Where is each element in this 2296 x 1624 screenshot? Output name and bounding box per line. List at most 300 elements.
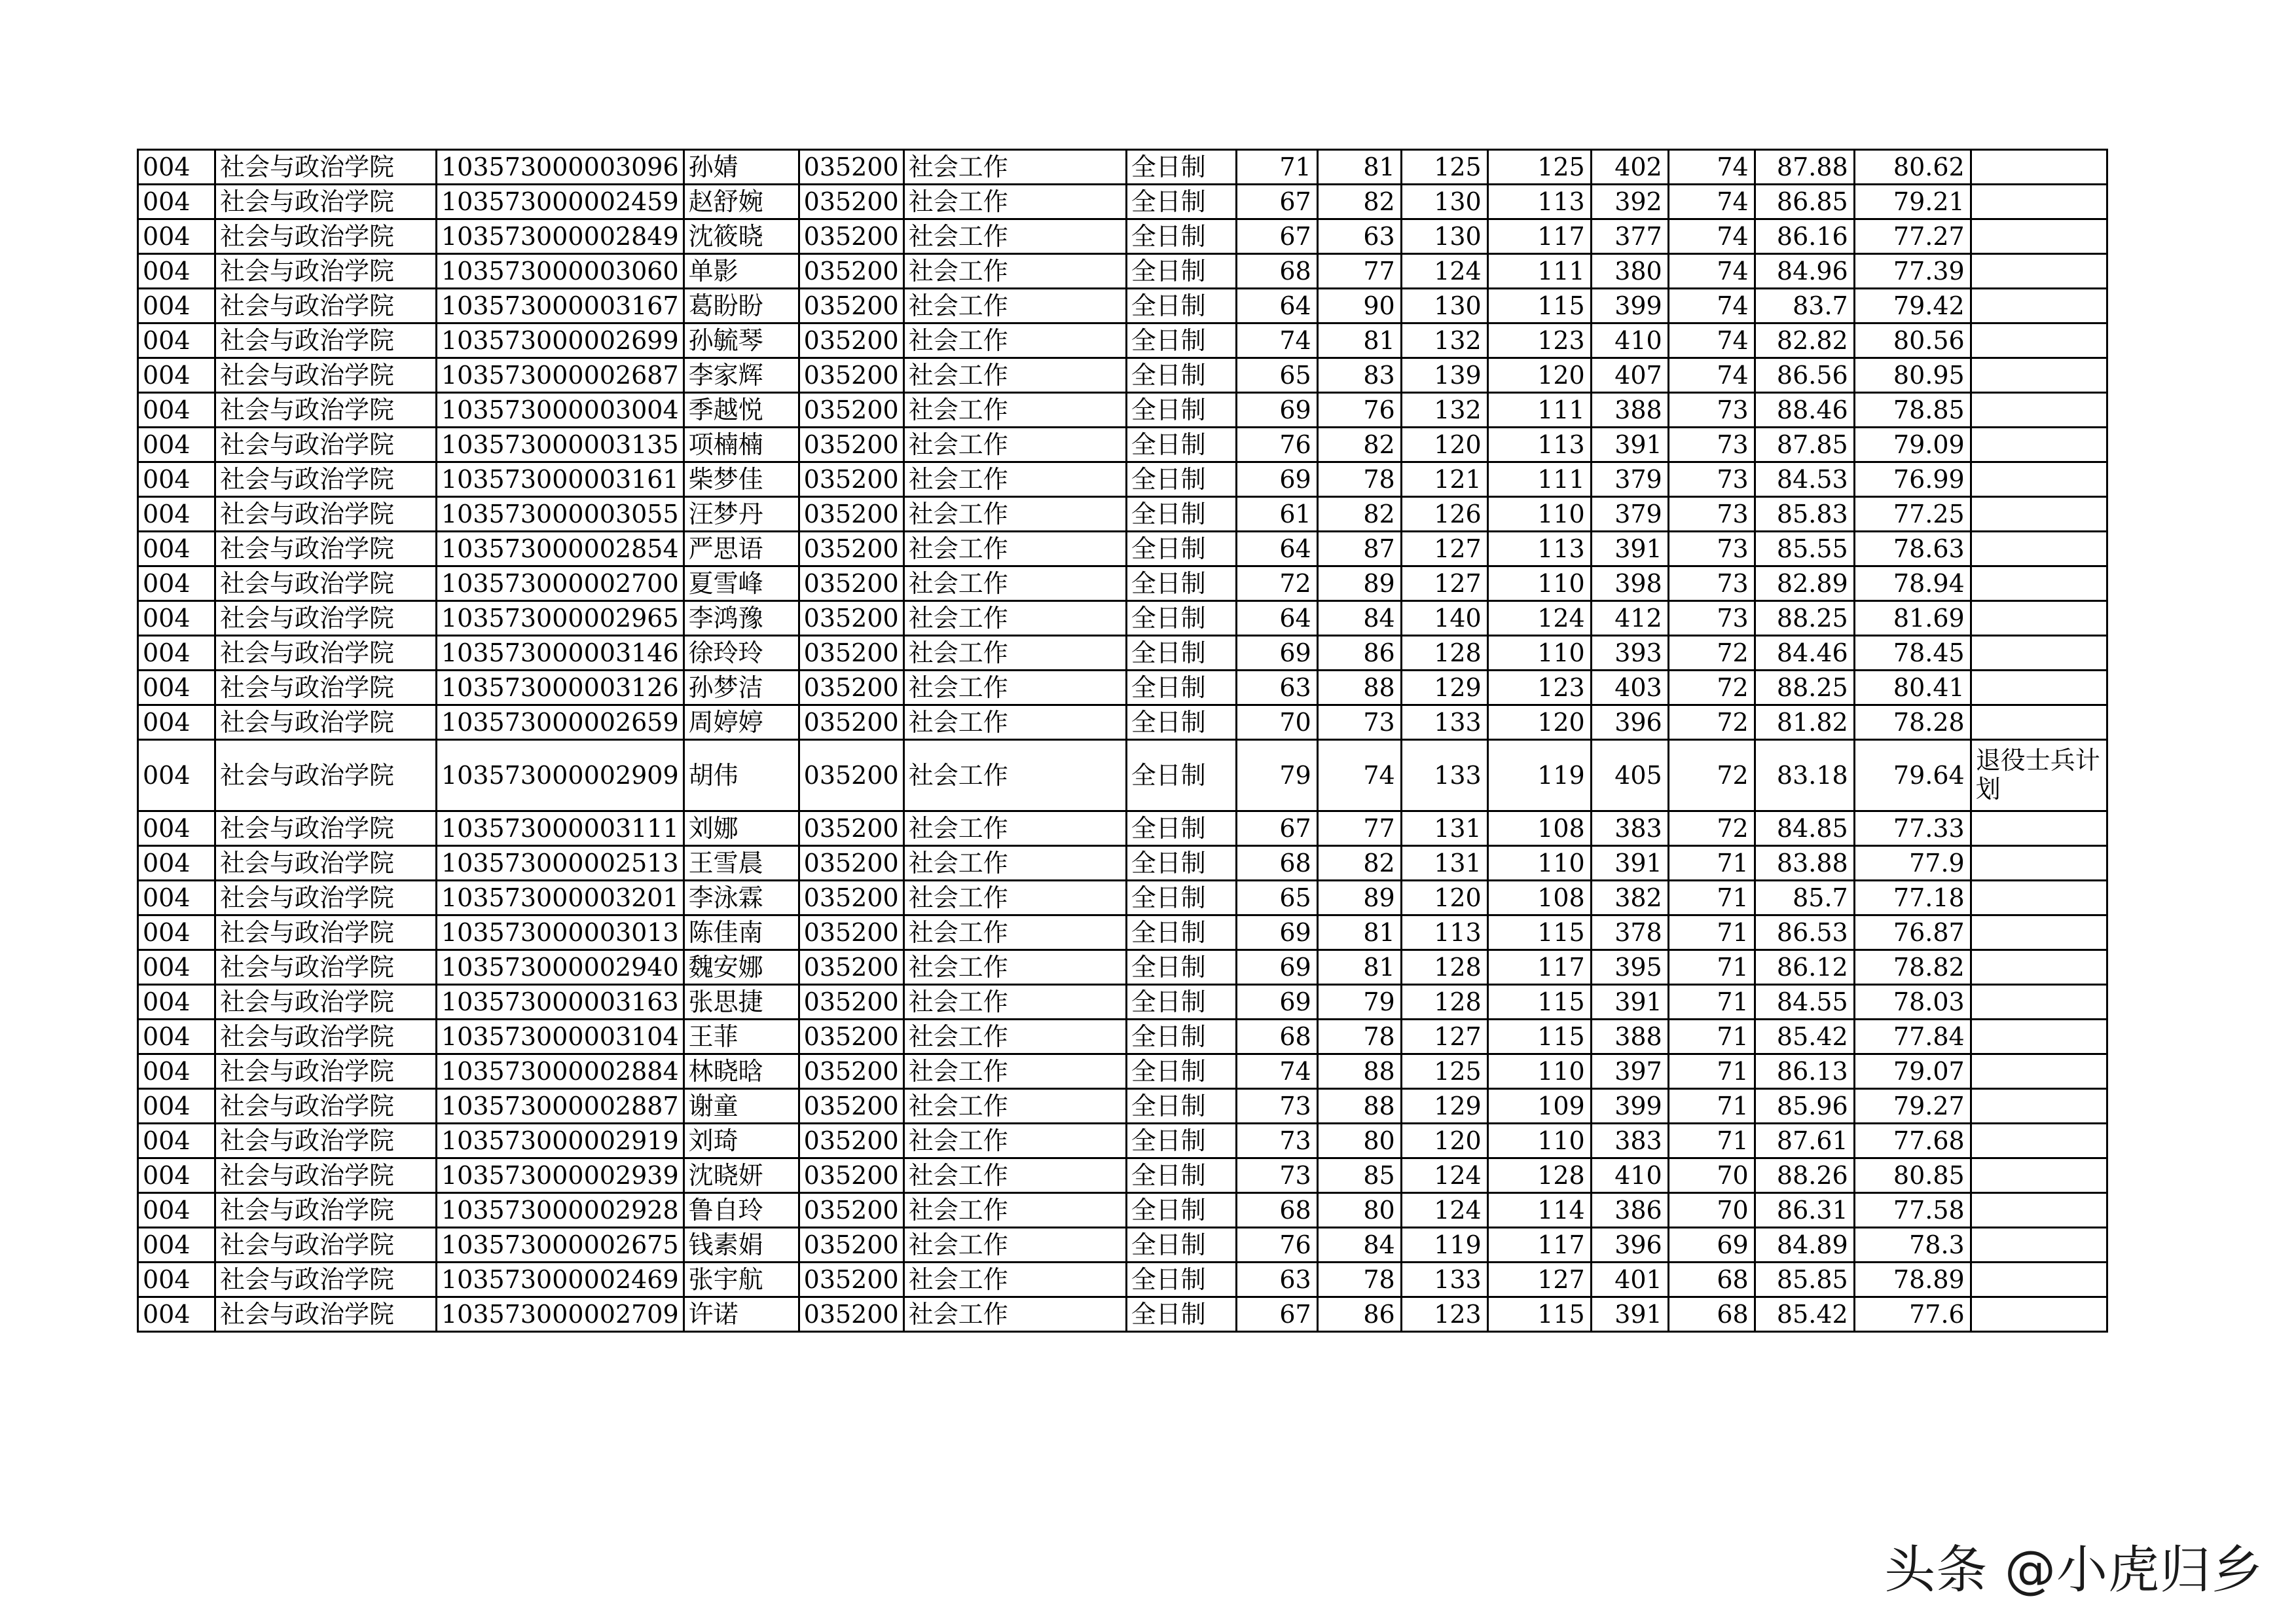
major-name-cell: 社会工作 [903, 705, 1126, 740]
total-score-cell: 399 [1591, 289, 1668, 323]
politics-score-cell: 64 [1236, 532, 1317, 566]
table-row [138, 462, 2107, 497]
final-score-cell: 76.99 [1854, 462, 1971, 497]
remark-cell [1971, 705, 2107, 740]
retest-percent-cell: 83.18 [1755, 740, 1854, 811]
study-mode-cell: 全日制 [1126, 846, 1236, 881]
english-score-cell: 81 [1317, 915, 1401, 950]
college-code-cell: 004 [138, 846, 215, 881]
remark-cell [1971, 1228, 2107, 1263]
retest-score-cell: 71 [1668, 950, 1755, 985]
retest-percent-cell: 84.53 [1755, 462, 1854, 497]
candidate-name-cell: 徐玲玲 [683, 636, 799, 671]
final-score-cell: 77.68 [1854, 1124, 1971, 1158]
subject2-score-cell: 110 [1487, 636, 1591, 671]
subject1-score-cell: 113 [1401, 915, 1487, 950]
final-score-cell: 79.21 [1854, 185, 1971, 219]
college-name-cell: 社会与政治学院 [215, 1297, 437, 1332]
remark-cell [1971, 150, 2107, 185]
candidate-id-cell: 103573000002849 [437, 219, 684, 254]
subject1-score-cell: 121 [1401, 462, 1487, 497]
major-code-cell: 035200 [799, 219, 903, 254]
major-code-cell: 035200 [799, 254, 903, 289]
english-score-cell: 80 [1317, 1124, 1401, 1158]
table-row [138, 150, 2107, 185]
college-code-cell: 004 [138, 566, 215, 601]
total-score-cell: 402 [1591, 150, 1668, 185]
college-code-cell: 004 [138, 811, 215, 846]
candidate-name-cell: 项楠楠 [683, 428, 799, 462]
major-code-cell: 035200 [799, 185, 903, 219]
subject1-score-cell: 128 [1401, 636, 1487, 671]
subject2-score-cell: 108 [1487, 881, 1591, 915]
politics-score-cell: 76 [1236, 1228, 1317, 1263]
college-name-cell: 社会与政治学院 [215, 323, 437, 358]
study-mode-cell: 全日制 [1126, 185, 1236, 219]
politics-score-cell: 64 [1236, 601, 1317, 636]
remark-cell [1971, 846, 2107, 881]
final-score-cell: 77.9 [1854, 846, 1971, 881]
final-score-cell: 78.3 [1854, 1228, 1971, 1263]
subject1-score-cell: 131 [1401, 846, 1487, 881]
subject2-score-cell: 113 [1487, 185, 1591, 219]
table-row [138, 219, 2107, 254]
total-score-cell: 383 [1591, 1124, 1668, 1158]
subject1-score-cell: 125 [1401, 1054, 1487, 1089]
subject1-score-cell: 133 [1401, 740, 1487, 811]
study-mode-cell: 全日制 [1126, 915, 1236, 950]
major-name-cell: 社会工作 [903, 1124, 1126, 1158]
retest-percent-cell: 87.61 [1755, 1124, 1854, 1158]
english-score-cell: 73 [1317, 705, 1401, 740]
study-mode-cell: 全日制 [1126, 601, 1236, 636]
politics-score-cell: 63 [1236, 1263, 1317, 1297]
final-score-cell: 81.69 [1854, 601, 1971, 636]
retest-score-cell: 74 [1668, 150, 1755, 185]
college-code-cell: 004 [138, 915, 215, 950]
table-body [138, 150, 2107, 1332]
major-name-cell: 社会工作 [903, 289, 1126, 323]
english-score-cell: 82 [1317, 497, 1401, 532]
remark-cell [1971, 881, 2107, 915]
retest-percent-cell: 88.46 [1755, 393, 1854, 428]
college-name-cell: 社会与政治学院 [215, 985, 437, 1020]
total-score-cell: 391 [1591, 428, 1668, 462]
college-code-cell: 004 [138, 1297, 215, 1332]
english-score-cell: 85 [1317, 1158, 1401, 1193]
candidate-name-cell: 魏安娜 [683, 950, 799, 985]
politics-score-cell: 69 [1236, 985, 1317, 1020]
english-score-cell: 63 [1317, 219, 1401, 254]
subject2-score-cell: 113 [1487, 532, 1591, 566]
retest-percent-cell: 86.53 [1755, 915, 1854, 950]
college-code-cell: 004 [138, 462, 215, 497]
study-mode-cell: 全日制 [1126, 636, 1236, 671]
retest-percent-cell: 84.55 [1755, 985, 1854, 1020]
candidate-name-cell: 严思语 [683, 532, 799, 566]
candidate-name-cell: 林晓晗 [683, 1054, 799, 1089]
remark-cell [1971, 671, 2107, 705]
total-score-cell: 379 [1591, 462, 1668, 497]
subject2-score-cell: 108 [1487, 811, 1591, 846]
college-name-cell: 社会与政治学院 [215, 289, 437, 323]
college-code-cell: 004 [138, 1089, 215, 1124]
subject1-score-cell: 128 [1401, 985, 1487, 1020]
total-score-cell: 399 [1591, 1089, 1668, 1124]
study-mode-cell: 全日制 [1126, 150, 1236, 185]
retest-percent-cell: 88.25 [1755, 671, 1854, 705]
retest-percent-cell: 85.42 [1755, 1297, 1854, 1332]
candidate-name-cell: 季越悦 [683, 393, 799, 428]
final-score-cell: 77.25 [1854, 497, 1971, 532]
retest-score-cell: 72 [1668, 636, 1755, 671]
subject1-score-cell: 123 [1401, 1297, 1487, 1332]
english-score-cell: 77 [1317, 254, 1401, 289]
candidate-name-cell: 沈晓妍 [683, 1158, 799, 1193]
total-score-cell: 407 [1591, 358, 1668, 393]
politics-score-cell: 71 [1236, 150, 1317, 185]
subject1-score-cell: 130 [1401, 289, 1487, 323]
politics-score-cell: 68 [1236, 254, 1317, 289]
study-mode-cell: 全日制 [1126, 1263, 1236, 1297]
english-score-cell: 83 [1317, 358, 1401, 393]
retest-score-cell: 74 [1668, 185, 1755, 219]
candidate-id-cell: 103573000002675 [437, 1228, 684, 1263]
politics-score-cell: 63 [1236, 671, 1317, 705]
major-code-cell: 035200 [799, 1228, 903, 1263]
remark-cell [1971, 323, 2107, 358]
retest-score-cell: 70 [1668, 1193, 1755, 1228]
politics-score-cell: 70 [1236, 705, 1317, 740]
candidate-name-cell: 鲁自玲 [683, 1193, 799, 1228]
candidate-id-cell: 103573000002469 [437, 1263, 684, 1297]
table-row [138, 636, 2107, 671]
candidate-id-cell: 103573000002965 [437, 601, 684, 636]
total-score-cell: 391 [1591, 532, 1668, 566]
college-code-cell: 004 [138, 532, 215, 566]
subject2-score-cell: 111 [1487, 393, 1591, 428]
subject2-score-cell: 110 [1487, 497, 1591, 532]
final-score-cell: 80.56 [1854, 323, 1971, 358]
politics-score-cell: 74 [1236, 323, 1317, 358]
candidate-name-cell: 赵舒婉 [683, 185, 799, 219]
table-row [138, 289, 2107, 323]
final-score-cell: 77.18 [1854, 881, 1971, 915]
table-row [138, 671, 2107, 705]
study-mode-cell: 全日制 [1126, 1228, 1236, 1263]
study-mode-cell: 全日制 [1126, 497, 1236, 532]
remark-cell [1971, 1054, 2107, 1089]
table-row [138, 601, 2107, 636]
final-score-cell: 77.6 [1854, 1297, 1971, 1332]
college-code-cell: 004 [138, 601, 215, 636]
college-code-cell: 004 [138, 497, 215, 532]
candidate-id-cell: 103573000002659 [437, 705, 684, 740]
subject2-score-cell: 124 [1487, 601, 1591, 636]
subject1-score-cell: 127 [1401, 1020, 1487, 1054]
candidate-name-cell: 周婷婷 [683, 705, 799, 740]
candidate-id-cell: 103573000003096 [437, 150, 684, 185]
final-score-cell: 80.41 [1854, 671, 1971, 705]
retest-score-cell: 74 [1668, 289, 1755, 323]
major-name-cell: 社会工作 [903, 532, 1126, 566]
retest-score-cell: 74 [1668, 254, 1755, 289]
total-score-cell: 391 [1591, 1297, 1668, 1332]
major-name-cell: 社会工作 [903, 497, 1126, 532]
total-score-cell: 380 [1591, 254, 1668, 289]
politics-score-cell: 68 [1236, 846, 1317, 881]
major-code-cell: 035200 [799, 497, 903, 532]
candidate-name-cell: 刘娜 [683, 811, 799, 846]
major-code-cell: 035200 [799, 462, 903, 497]
candidate-id-cell: 103573000002700 [437, 566, 684, 601]
candidate-id-cell: 103573000003167 [437, 289, 684, 323]
retest-score-cell: 73 [1668, 428, 1755, 462]
politics-score-cell: 67 [1236, 1297, 1317, 1332]
total-score-cell: 401 [1591, 1263, 1668, 1297]
table-row [138, 566, 2107, 601]
college-code-cell: 004 [138, 1263, 215, 1297]
subject1-score-cell: 124 [1401, 254, 1487, 289]
major-name-cell: 社会工作 [903, 462, 1126, 497]
major-name-cell: 社会工作 [903, 985, 1126, 1020]
candidate-name-cell: 刘琦 [683, 1124, 799, 1158]
english-score-cell: 74 [1317, 740, 1401, 811]
major-name-cell: 社会工作 [903, 566, 1126, 601]
college-name-cell: 社会与政治学院 [215, 601, 437, 636]
final-score-cell: 77.27 [1854, 219, 1971, 254]
table-row [138, 705, 2107, 740]
study-mode-cell: 全日制 [1126, 985, 1236, 1020]
total-score-cell: 392 [1591, 185, 1668, 219]
candidate-id-cell: 103573000003111 [437, 811, 684, 846]
english-score-cell: 84 [1317, 1228, 1401, 1263]
candidate-id-cell: 103573000002939 [437, 1158, 684, 1193]
candidate-id-cell: 103573000003013 [437, 915, 684, 950]
retest-percent-cell: 86.85 [1755, 185, 1854, 219]
table-row [138, 1054, 2107, 1089]
major-code-cell: 035200 [799, 1089, 903, 1124]
total-score-cell: 396 [1591, 705, 1668, 740]
major-code-cell: 035200 [799, 323, 903, 358]
retest-percent-cell: 86.13 [1755, 1054, 1854, 1089]
retest-score-cell: 71 [1668, 881, 1755, 915]
subject2-score-cell: 115 [1487, 1297, 1591, 1332]
remark-cell [1971, 950, 2107, 985]
subject2-score-cell: 110 [1487, 1124, 1591, 1158]
english-score-cell: 81 [1317, 150, 1401, 185]
subject2-score-cell: 120 [1487, 705, 1591, 740]
total-score-cell: 397 [1591, 1054, 1668, 1089]
major-code-cell: 035200 [799, 985, 903, 1020]
candidate-name-cell: 陈佳南 [683, 915, 799, 950]
college-name-cell: 社会与政治学院 [215, 740, 437, 811]
subject2-score-cell: 114 [1487, 1193, 1591, 1228]
subject2-score-cell: 128 [1487, 1158, 1591, 1193]
college-code-cell: 004 [138, 1020, 215, 1054]
table-row [138, 985, 2107, 1020]
table-row [138, 881, 2107, 915]
final-score-cell: 79.42 [1854, 289, 1971, 323]
candidate-id-cell: 103573000003201 [437, 881, 684, 915]
remark-cell [1971, 254, 2107, 289]
college-code-cell: 004 [138, 671, 215, 705]
candidate-name-cell: 李鸿豫 [683, 601, 799, 636]
study-mode-cell: 全日制 [1126, 881, 1236, 915]
subject2-score-cell: 109 [1487, 1089, 1591, 1124]
retest-percent-cell: 84.89 [1755, 1228, 1854, 1263]
subject2-score-cell: 113 [1487, 428, 1591, 462]
major-code-cell: 035200 [799, 150, 903, 185]
subject2-score-cell: 117 [1487, 219, 1591, 254]
total-score-cell: 395 [1591, 950, 1668, 985]
table-row [138, 393, 2107, 428]
english-score-cell: 81 [1317, 950, 1401, 985]
candidate-id-cell: 103573000003146 [437, 636, 684, 671]
candidate-name-cell: 孙毓琴 [683, 323, 799, 358]
retest-percent-cell: 84.46 [1755, 636, 1854, 671]
major-code-cell: 035200 [799, 1124, 903, 1158]
study-mode-cell: 全日制 [1126, 1020, 1236, 1054]
major-code-cell: 035200 [799, 1193, 903, 1228]
subject1-score-cell: 126 [1401, 497, 1487, 532]
subject2-score-cell: 123 [1487, 323, 1591, 358]
remark-cell [1971, 601, 2107, 636]
college-name-cell: 社会与政治学院 [215, 1054, 437, 1089]
final-score-cell: 78.89 [1854, 1263, 1971, 1297]
subject1-score-cell: 132 [1401, 393, 1487, 428]
retest-percent-cell: 85.42 [1755, 1020, 1854, 1054]
candidate-id-cell: 103573000003163 [437, 985, 684, 1020]
major-name-cell: 社会工作 [903, 811, 1126, 846]
candidate-name-cell: 王雪晨 [683, 846, 799, 881]
college-name-cell: 社会与政治学院 [215, 881, 437, 915]
study-mode-cell: 全日制 [1126, 323, 1236, 358]
major-code-cell: 035200 [799, 358, 903, 393]
total-score-cell: 412 [1591, 601, 1668, 636]
total-score-cell: 396 [1591, 1228, 1668, 1263]
politics-score-cell: 79 [1236, 740, 1317, 811]
final-score-cell: 79.07 [1854, 1054, 1971, 1089]
college-name-cell: 社会与政治学院 [215, 358, 437, 393]
candidate-id-cell: 103573000003104 [437, 1020, 684, 1054]
politics-score-cell: 69 [1236, 393, 1317, 428]
college-name-cell: 社会与政治学院 [215, 254, 437, 289]
candidate-id-cell: 103573000002884 [437, 1054, 684, 1089]
college-name-cell: 社会与政治学院 [215, 566, 437, 601]
college-name-cell: 社会与政治学院 [215, 497, 437, 532]
subject1-score-cell: 124 [1401, 1193, 1487, 1228]
retest-score-cell: 71 [1668, 1054, 1755, 1089]
english-score-cell: 78 [1317, 1263, 1401, 1297]
retest-percent-cell: 86.31 [1755, 1193, 1854, 1228]
college-code-cell: 004 [138, 185, 215, 219]
college-name-cell: 社会与政治学院 [215, 846, 437, 881]
final-score-cell: 79.09 [1854, 428, 1971, 462]
major-code-cell: 035200 [799, 740, 903, 811]
politics-score-cell: 73 [1236, 1158, 1317, 1193]
table-row [138, 846, 2107, 881]
study-mode-cell: 全日制 [1126, 950, 1236, 985]
remark-cell [1971, 811, 2107, 846]
study-mode-cell: 全日制 [1126, 1193, 1236, 1228]
subject1-score-cell: 129 [1401, 1089, 1487, 1124]
english-score-cell: 86 [1317, 1297, 1401, 1332]
retest-percent-cell: 83.7 [1755, 289, 1854, 323]
college-name-cell: 社会与政治学院 [215, 811, 437, 846]
major-name-cell: 社会工作 [903, 846, 1126, 881]
retest-score-cell: 71 [1668, 1020, 1755, 1054]
remark-cell [1971, 1020, 2107, 1054]
candidate-id-cell: 103573000003004 [437, 393, 684, 428]
college-name-cell: 社会与政治学院 [215, 915, 437, 950]
major-name-cell: 社会工作 [903, 150, 1126, 185]
english-score-cell: 78 [1317, 1020, 1401, 1054]
college-code-cell: 004 [138, 950, 215, 985]
retest-score-cell: 68 [1668, 1297, 1755, 1332]
major-name-cell: 社会工作 [903, 358, 1126, 393]
final-score-cell: 76.87 [1854, 915, 1971, 950]
college-name-cell: 社会与政治学院 [215, 462, 437, 497]
college-code-cell: 004 [138, 358, 215, 393]
total-score-cell: 383 [1591, 811, 1668, 846]
table-row [138, 1297, 2107, 1332]
english-score-cell: 82 [1317, 846, 1401, 881]
major-code-cell: 035200 [799, 532, 903, 566]
english-score-cell: 79 [1317, 985, 1401, 1020]
table-row [138, 428, 2107, 462]
retest-score-cell: 70 [1668, 1158, 1755, 1193]
subject2-score-cell: 120 [1487, 358, 1591, 393]
major-code-cell: 035200 [799, 881, 903, 915]
total-score-cell: 388 [1591, 393, 1668, 428]
english-score-cell: 82 [1317, 428, 1401, 462]
retest-score-cell: 73 [1668, 532, 1755, 566]
college-name-cell: 社会与政治学院 [215, 705, 437, 740]
major-code-cell: 035200 [799, 705, 903, 740]
candidate-name-cell: 钱素娟 [683, 1228, 799, 1263]
retest-percent-cell: 84.85 [1755, 811, 1854, 846]
politics-score-cell: 67 [1236, 811, 1317, 846]
study-mode-cell: 全日制 [1126, 1158, 1236, 1193]
study-mode-cell: 全日制 [1126, 358, 1236, 393]
college-code-cell: 004 [138, 881, 215, 915]
college-name-cell: 社会与政治学院 [215, 219, 437, 254]
major-code-cell: 035200 [799, 811, 903, 846]
subject2-score-cell: 110 [1487, 846, 1591, 881]
english-score-cell: 88 [1317, 671, 1401, 705]
college-code-cell: 004 [138, 323, 215, 358]
table-row [138, 1158, 2107, 1193]
candidate-id-cell: 103573000003060 [437, 254, 684, 289]
study-mode-cell: 全日制 [1126, 1124, 1236, 1158]
candidate-name-cell: 夏雪峰 [683, 566, 799, 601]
table-row [138, 532, 2107, 566]
major-name-cell: 社会工作 [903, 1228, 1126, 1263]
study-mode-cell: 全日制 [1126, 1054, 1236, 1089]
candidate-name-cell: 许诺 [683, 1297, 799, 1332]
subject2-score-cell: 119 [1487, 740, 1591, 811]
major-name-cell: 社会工作 [903, 428, 1126, 462]
final-score-cell: 78.45 [1854, 636, 1971, 671]
major-code-cell: 035200 [799, 566, 903, 601]
candidate-name-cell: 谢童 [683, 1089, 799, 1124]
study-mode-cell: 全日制 [1126, 740, 1236, 811]
retest-percent-cell: 86.12 [1755, 950, 1854, 985]
major-name-cell: 社会工作 [903, 393, 1126, 428]
retest-percent-cell: 85.55 [1755, 532, 1854, 566]
major-name-cell: 社会工作 [903, 1193, 1126, 1228]
